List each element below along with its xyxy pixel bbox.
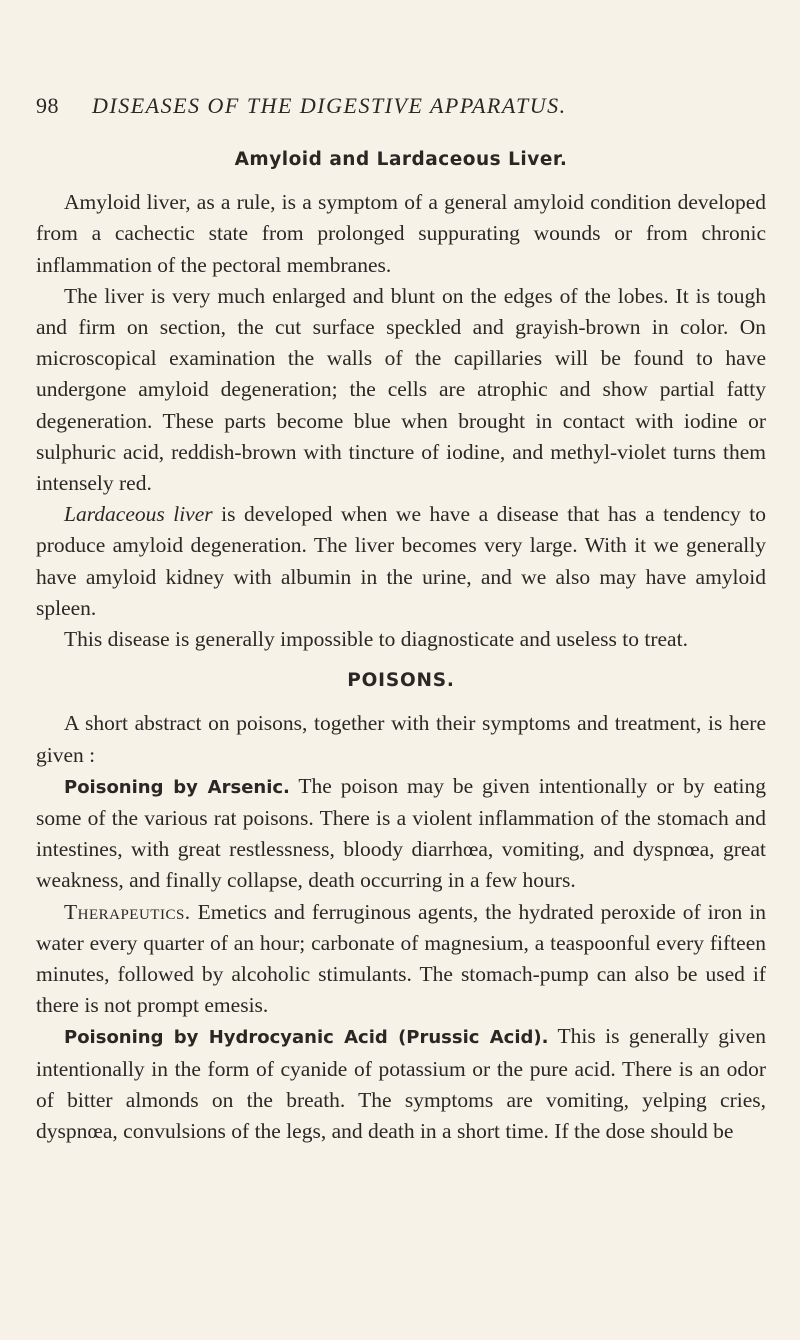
therapeutics-text: Emetics and ferruginous agents, the hydrated peroxide of iron in water every quarter of an hour; carbonate of magnesium, a teaspoonful every fifteen minutes, followed by alcoholic stimulants. The stomach-pump can also be used if there is not prompt emesis. [36,899,766,1018]
paragraph-amyloid-intro: Amyloid liver, as a rule, is a symptom of a general amyloid condition developed from a cachectic state from prolonged suppurating wounds or from chronic inflammation of the pectoral membranes. [36,190,766,277]
lardaceous-text: is developed when we have a disease that has a tendency to produce amyloid degeneration. The liver becomes very large. With it we generally have amyloid kidney with albumin in the urine, and we also may have amyloid spleen. [36,502,766,620]
paragraph-hydrocyanic [36,1021,766,1147]
therapeutics-heading: Therapeutics. [64,899,191,924]
arsenic-text: The poison may be given intentionally or by eating some of the various rat poisons. There is a violent inflammation of the stomach and intestines, with great restlessness, bloody diarrhœa, vomiting, and dyspnœa, great weakness, and finally collapse, death occurring in a few hours. [36,773,766,893]
page-number: 98 [36,93,59,118]
paragraph-poisons-intro: A short abstract on poisons, together with their symptoms and treatment, is here given : [36,711,766,767]
hydrocyanic-text: This is generally given intentionally in the form of cyanide of potassium or the pure acid. There is an odor of bitter almonds on the breath. The symptoms are vomiting, yelping cries, dyspnœa, convulsions of the legs, and death in a short time. If the dose should be [36,1024,766,1144]
paragraph-lardaceous [36,499,766,624]
paragraph-therapeutics [36,897,766,1022]
section-heading-poisons: POISONS. [347,670,455,692]
running-head [36,93,768,123]
arsenic-heading: Poisoning by Arsenic. [64,776,290,798]
running-title: DISEASES OF THE DIGESTIVE APPARATUS. [92,93,567,118]
section-heading-amyloid: Amyloid and Lardaceous Liver. [234,149,568,170]
paragraph-amyloid-pathology: The liver is very much enlarged and blunt on the edges of the lobes. It is tough and firm on section, the cut surface speckled and grayish-brown in color. On microscopical examination the walls of the capillaries will be found to have undergone amyloid degeneration; the cells are atrophic and show partial fatty degeneration. These parts become blue when brought in contact with iodine or sulphuric acid, reddish-brown with tincture of iodine, and methyl-violet turns them intensely red. [36,283,766,496]
paragraph-prognosis: This disease is generally impossible to diagnosticate and useless to treat. [64,627,688,652]
page-body [36,142,766,1147]
hydrocyanic-heading: Poisoning by Hydrocyanic Acid (Prussic Acid). [64,1027,549,1049]
paragraph-arsenic [36,771,766,897]
lardaceous-term: Lardaceous liver [64,502,213,527]
